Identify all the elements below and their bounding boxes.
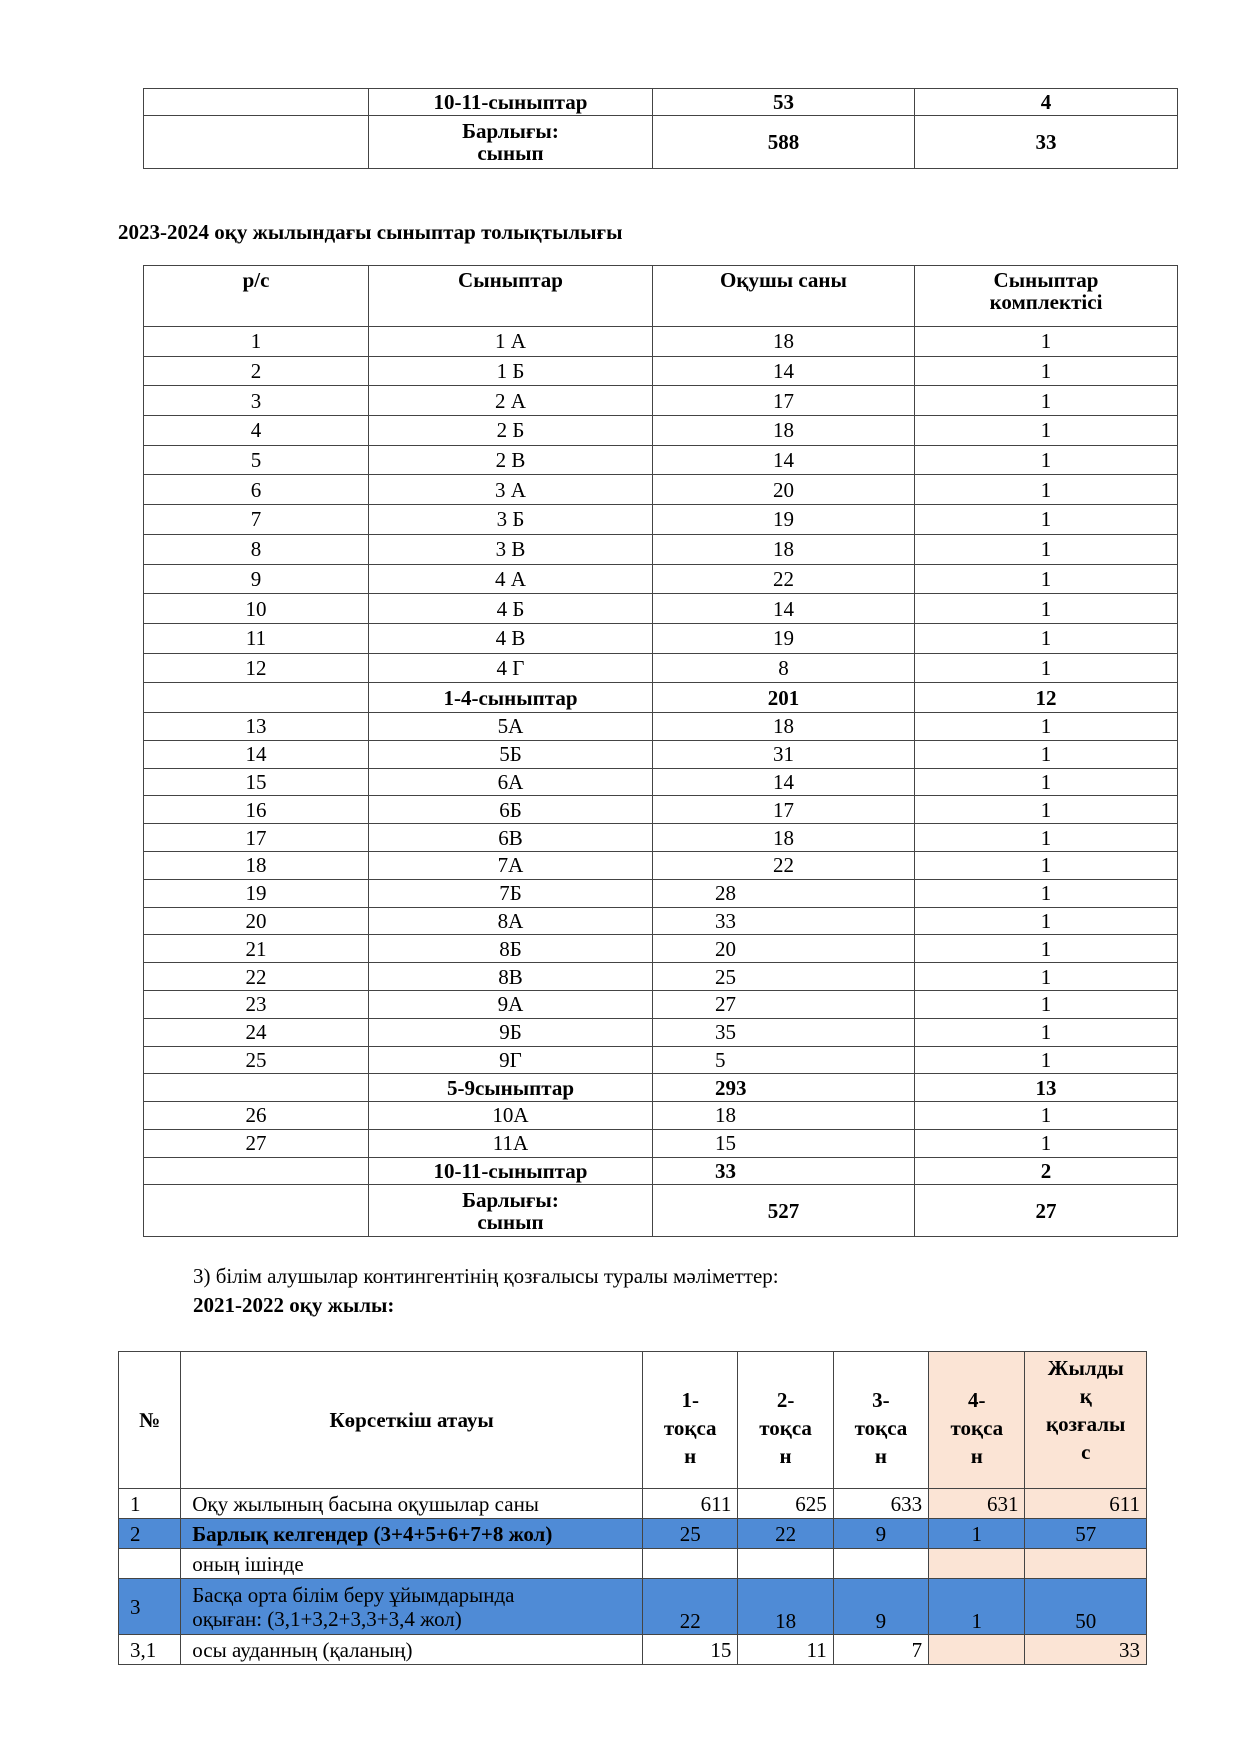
- table-cell: 23: [144, 990, 369, 1018]
- table-cell: 1: [915, 1129, 1178, 1157]
- table-row: [144, 768, 1178, 796]
- table-cell: 6В: [369, 824, 653, 852]
- table-cell: 18: [144, 851, 369, 879]
- table-cell: 1: [915, 879, 1178, 907]
- table-cell: 1: [915, 990, 1178, 1018]
- table-cell: осы ауданның (қаланың): [181, 1635, 643, 1665]
- table-cell: 1: [915, 386, 1178, 416]
- table-cell: 2: [119, 1519, 181, 1549]
- table-cell: 11: [144, 623, 369, 653]
- table-cell: 33: [653, 907, 915, 935]
- table-cell: 20: [144, 907, 369, 935]
- table-cell: 6Б: [369, 796, 653, 824]
- table-cell: [144, 683, 369, 713]
- table-cell: 10А: [369, 1102, 653, 1130]
- table-cell: [369, 116, 653, 169]
- table-cell: 5: [144, 445, 369, 475]
- table-cell: 1: [915, 594, 1178, 624]
- table-cell: 14: [653, 356, 915, 386]
- total-label-line: Барлығы:: [462, 1187, 559, 1212]
- table-cell: 4: [144, 416, 369, 446]
- table-cell: [119, 1549, 181, 1579]
- table-cell: Оқу жылының басына оқушылар саны: [181, 1489, 643, 1519]
- header-line: комплектісі: [989, 290, 1103, 314]
- header-line: с: [1081, 1440, 1091, 1464]
- table-cell: 1: [915, 356, 1178, 386]
- table-cell: 5Б: [369, 740, 653, 768]
- table-cell: 35: [653, 1018, 915, 1046]
- header-cell: Оқушы саны: [653, 266, 915, 327]
- table-cell: 8В: [369, 963, 653, 991]
- table-cell: 15: [653, 1129, 915, 1157]
- subtotal-row: [144, 1074, 1178, 1102]
- table-row: [144, 796, 1178, 824]
- header-line: н: [779, 1444, 792, 1468]
- subtotal-row: [144, 683, 1178, 713]
- table-cell: 18: [653, 534, 915, 564]
- table-row: [144, 594, 1178, 624]
- table-cell: 17: [144, 824, 369, 852]
- header-cell: [833, 1352, 928, 1489]
- table-cell: 20: [653, 935, 915, 963]
- table-cell: 1: [915, 740, 1178, 768]
- header-line: қ: [1079, 1384, 1092, 1408]
- table-cell: 1: [915, 445, 1178, 475]
- header-line: Сыныптар: [993, 268, 1099, 292]
- table-row-total: [144, 116, 1178, 169]
- table-cell: 28: [653, 879, 915, 907]
- table-cell: [1025, 1549, 1147, 1579]
- table-row: [119, 1549, 1147, 1579]
- table-cell: 12: [144, 653, 369, 683]
- table-cell: 611: [643, 1489, 738, 1519]
- table-cell: 31: [653, 740, 915, 768]
- table-cell: 1: [915, 963, 1178, 991]
- table-cell: 1-4-сыныптар: [369, 683, 653, 713]
- table-cell: 22: [144, 963, 369, 991]
- table-cell: [369, 1185, 653, 1237]
- table-cell: 33: [653, 1157, 915, 1185]
- header-line: н: [684, 1444, 697, 1468]
- table-cell: 5А: [369, 712, 653, 740]
- header-line: 4-: [968, 1388, 986, 1412]
- table-cell: 25: [653, 963, 915, 991]
- table-cell: 4 Б: [369, 594, 653, 624]
- table-cell: 3 А: [369, 475, 653, 505]
- student-movement-table: [118, 1351, 1147, 1665]
- table-cell: 1: [929, 1519, 1025, 1549]
- table-cell: 8А: [369, 907, 653, 935]
- subtotal-row: [144, 1157, 1178, 1185]
- table-cell: 1: [915, 851, 1178, 879]
- header-line: 1-: [681, 1388, 699, 1412]
- table-row: [144, 564, 1178, 594]
- header-line: қозғалы: [1046, 1412, 1126, 1436]
- table-cell: 1: [915, 475, 1178, 505]
- table-cell: 1: [915, 416, 1178, 446]
- total-label-line: сынып: [477, 1209, 544, 1234]
- table-row: [144, 505, 1178, 535]
- table-cell: 7: [144, 505, 369, 535]
- table-cell: 11А: [369, 1129, 653, 1157]
- table-cell: 50: [1025, 1579, 1147, 1635]
- table-cell: 19: [144, 879, 369, 907]
- table-cell: 5-9сыныптар: [369, 1074, 653, 1102]
- table-row: [119, 1579, 1147, 1635]
- table-cell: 1: [915, 1046, 1178, 1074]
- table-cell: 4: [915, 89, 1178, 116]
- table-cell: 2 А: [369, 386, 653, 416]
- header-cell: [929, 1352, 1025, 1489]
- table-cell: 17: [653, 386, 915, 416]
- table-cell: 22: [738, 1519, 833, 1549]
- table-row: [144, 475, 1178, 505]
- table-cell: 13: [915, 1074, 1178, 1102]
- table-row: [144, 416, 1178, 446]
- table-cell: [833, 1549, 928, 1579]
- table-row: [144, 356, 1178, 386]
- table-row: [144, 824, 1178, 852]
- table-cell: [181, 1579, 643, 1635]
- table-row: [144, 1046, 1178, 1074]
- table-cell: [929, 1549, 1025, 1579]
- table-row: [144, 1129, 1178, 1157]
- table-cell: 625: [738, 1489, 833, 1519]
- table-cell: 8: [144, 534, 369, 564]
- table-cell: 19: [653, 505, 915, 535]
- header-cell: [915, 266, 1178, 327]
- table-cell: 8: [653, 653, 915, 683]
- table-cell: 6А: [369, 768, 653, 796]
- table-row: [144, 534, 1178, 564]
- header-line: тоқса: [663, 1416, 717, 1440]
- table-row: [144, 712, 1178, 740]
- table-cell: 5: [653, 1046, 915, 1074]
- row-name-line: Басқа орта білім беру ұйымдарында: [192, 1582, 515, 1607]
- table-cell: 25: [144, 1046, 369, 1074]
- table-cell: 3 В: [369, 534, 653, 564]
- table-header-row: [144, 266, 1178, 327]
- table-cell: 57: [1025, 1519, 1147, 1549]
- table-cell: 1: [915, 712, 1178, 740]
- table-cell: 1: [915, 824, 1178, 852]
- table-cell: 14: [653, 445, 915, 475]
- table-cell: 2: [915, 1157, 1178, 1185]
- table-cell: 1: [929, 1579, 1025, 1635]
- table-cell: 4 В: [369, 623, 653, 653]
- section-intro: 3) білім алушылар контингентінің қозғалысы туралы мәліметтер:: [193, 1264, 779, 1288]
- table-cell: 21: [144, 935, 369, 963]
- table-cell: 1: [915, 653, 1178, 683]
- table-row: [144, 1102, 1178, 1130]
- table-cell: [738, 1549, 833, 1579]
- table-cell: 7Б: [369, 879, 653, 907]
- header-line: 3-: [872, 1388, 890, 1412]
- table-cell: 27: [915, 1185, 1178, 1237]
- table-cell: 633: [833, 1489, 928, 1519]
- table-cell: 7А: [369, 851, 653, 879]
- table-row: [144, 1018, 1178, 1046]
- table-cell: [144, 1185, 369, 1237]
- table-row: [144, 386, 1178, 416]
- table-cell: 9: [833, 1579, 928, 1635]
- section-heading: 2023-2024 оқу жылындағы сыныптар толықтылығы: [118, 220, 623, 244]
- table-cell: 24: [144, 1018, 369, 1046]
- table-cell: 10-11-сыныптар: [369, 1157, 653, 1185]
- table-cell: 18: [653, 824, 915, 852]
- table-cell: 3,1: [119, 1635, 181, 1665]
- table-row: [119, 1635, 1147, 1665]
- table-cell: 1: [915, 907, 1178, 935]
- table-cell: 11: [738, 1635, 833, 1665]
- header-cell: Көрсеткіш атауы: [181, 1352, 643, 1489]
- table-cell: 18: [738, 1579, 833, 1635]
- table-cell: 1 Б: [369, 356, 653, 386]
- table-cell: 2: [144, 356, 369, 386]
- total-label-line: сынып: [477, 141, 544, 165]
- table-cell: 527: [653, 1185, 915, 1237]
- table-cell: 4 Г: [369, 653, 653, 683]
- table-cell: 1: [915, 768, 1178, 796]
- table-cell: 15: [643, 1635, 738, 1665]
- table-row: [144, 879, 1178, 907]
- table-cell: 201: [653, 683, 915, 713]
- table-row: [144, 935, 1178, 963]
- table-cell: 3: [119, 1579, 181, 1635]
- total-label-line: Барлығы:: [462, 119, 559, 143]
- table-cell: 3 Б: [369, 505, 653, 535]
- header-cell: р/с: [144, 266, 369, 327]
- table-cell: 8Б: [369, 935, 653, 963]
- table-row: [144, 623, 1178, 653]
- table-row: [144, 445, 1178, 475]
- table-cell: 16: [144, 796, 369, 824]
- table-cell: [144, 1074, 369, 1102]
- table-cell: 1: [915, 935, 1178, 963]
- table-row: [144, 327, 1178, 357]
- header-line: Жылды: [1047, 1356, 1124, 1380]
- header-line: тоқса: [854, 1416, 908, 1440]
- table-row: [144, 990, 1178, 1018]
- table-cell: 25: [643, 1519, 738, 1549]
- table-cell: 293: [653, 1074, 915, 1102]
- table-cell: 18: [653, 1102, 915, 1130]
- header-cell: [643, 1352, 738, 1489]
- table-cell: 588: [653, 116, 915, 169]
- table-cell: 2 В: [369, 445, 653, 475]
- table-cell: [144, 1157, 369, 1185]
- table-cell: 10-11-сыныптар: [369, 89, 653, 116]
- table-cell: [643, 1549, 738, 1579]
- table-cell: 631: [929, 1489, 1025, 1519]
- table-row: [144, 89, 1178, 116]
- table-cell: 27: [144, 1129, 369, 1157]
- table-cell: 14: [653, 594, 915, 624]
- table-cell: 13: [144, 712, 369, 740]
- section-year: 2021-2022 оқу жылы:: [193, 1293, 395, 1317]
- table-cell: 9: [833, 1519, 928, 1549]
- table-cell: 9Г: [369, 1046, 653, 1074]
- table-cell: [144, 89, 369, 116]
- table-cell: 1: [915, 534, 1178, 564]
- table-row: [144, 907, 1178, 935]
- table-header-row: [119, 1352, 1147, 1489]
- table-cell: 14: [653, 768, 915, 796]
- header-cell: [738, 1352, 833, 1489]
- header-cell: [1025, 1352, 1147, 1489]
- table-cell: 1: [144, 327, 369, 357]
- header-line: тоқса: [950, 1416, 1004, 1440]
- table-cell: 1: [915, 1102, 1178, 1130]
- table-cell: 22: [653, 851, 915, 879]
- table-cell: 1: [119, 1489, 181, 1519]
- table-cell: 1: [915, 1018, 1178, 1046]
- table-cell: 7: [833, 1635, 928, 1665]
- table-cell: 18: [653, 327, 915, 357]
- table-cell: 3: [144, 386, 369, 416]
- row-name-line: оқыған: (3,1+3,2+3,3+3,4 жол): [192, 1606, 462, 1631]
- header-line: н: [970, 1444, 983, 1468]
- table-cell: 33: [1025, 1635, 1147, 1665]
- table-cell: 12: [915, 683, 1178, 713]
- table-cell: 9А: [369, 990, 653, 1018]
- table-cell: 22: [653, 564, 915, 594]
- class-completeness-table: [143, 265, 1178, 1237]
- table-cell: 10: [144, 594, 369, 624]
- table-cell: 611: [1025, 1489, 1147, 1519]
- table-row-total: [144, 1185, 1178, 1237]
- table-cell: 9Б: [369, 1018, 653, 1046]
- table-cell: Барлық келгендер (3+4+5+6+7+8 жол): [181, 1519, 643, 1549]
- table-cell: 22: [643, 1579, 738, 1635]
- table-cell: 27: [653, 990, 915, 1018]
- table-row: [119, 1519, 1147, 1549]
- table-cell: [929, 1635, 1025, 1665]
- class-summary-table-prev: [143, 88, 1178, 169]
- table-row: [144, 963, 1178, 991]
- table-cell: 26: [144, 1102, 369, 1130]
- table-cell: 18: [653, 712, 915, 740]
- table-cell: 1: [915, 796, 1178, 824]
- header-cell: №: [119, 1352, 181, 1489]
- table-cell: 2 Б: [369, 416, 653, 446]
- header-line: тоқса: [759, 1416, 812, 1440]
- table-cell: 1: [915, 623, 1178, 653]
- table-cell: 33: [915, 116, 1178, 169]
- table-cell: 9: [144, 564, 369, 594]
- table-cell: 20: [653, 475, 915, 505]
- table-cell: 15: [144, 768, 369, 796]
- table-cell: 1: [915, 327, 1178, 357]
- table-cell: 1 А: [369, 327, 653, 357]
- table-cell: 1: [915, 564, 1178, 594]
- table-cell: 19: [653, 623, 915, 653]
- table-row: [144, 653, 1178, 683]
- table-cell: 4 А: [369, 564, 653, 594]
- table-cell: оның ішінде: [181, 1549, 643, 1579]
- table-row: [144, 851, 1178, 879]
- header-cell: Сыныптар: [369, 266, 653, 327]
- table-cell: 17: [653, 796, 915, 824]
- table-cell: 18: [653, 416, 915, 446]
- table-row: [144, 740, 1178, 768]
- table-cell: 14: [144, 740, 369, 768]
- table-cell: 1: [915, 505, 1178, 535]
- header-line: 2-: [776, 1388, 795, 1412]
- table-cell: [144, 116, 369, 169]
- table-row: [119, 1489, 1147, 1519]
- table-cell: 53: [653, 89, 915, 116]
- header-line: н: [874, 1444, 887, 1468]
- table-cell: 6: [144, 475, 369, 505]
